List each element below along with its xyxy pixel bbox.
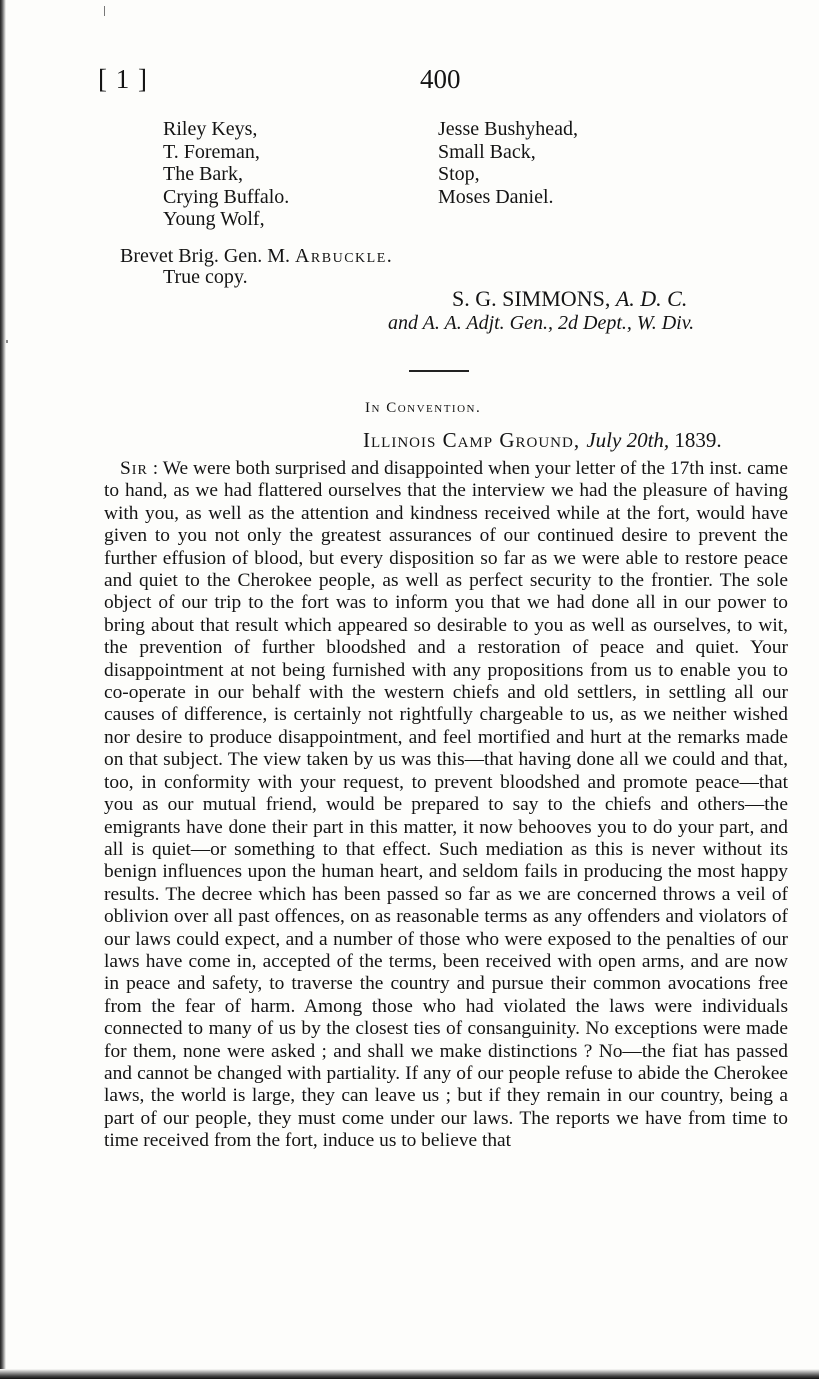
addressee-prefix: Brevet Brig. Gen. M. — [120, 245, 295, 267]
letter-salutation: Sir — [120, 458, 148, 479]
signatories-left-column — [163, 118, 289, 231]
signatories-right-column — [438, 118, 578, 208]
addressee — [120, 244, 393, 268]
letter-body — [104, 458, 788, 1153]
signature-name — [452, 286, 687, 312]
page-number: 400 — [420, 64, 461, 94]
signatory-name: T. Foreman, — [163, 140, 260, 163]
true-copy-note: True copy. — [163, 266, 248, 288]
section-heading: In Convention. — [365, 400, 482, 416]
signatory-name: Young Wolf, — [163, 208, 265, 230]
addressee-surname: Arbuckle. — [294, 245, 394, 267]
document-number: [ 1 ] — [98, 64, 148, 94]
signatory-name: Crying Buffalo. — [163, 185, 290, 208]
signatory-name: Stop, — [438, 163, 480, 185]
letter-text: : We were both surprised and disappointed when your letter of the 17th inst. came to hand, as we had flattered ourselves that the interview we had the pleasure of having with you, as well as the attention and kindness received while at the fort, would have given to you not only the greatest assurances of our continued desire to prevent the further effusion of blood, but every disposition so far as we were able to restore peace and quiet to the Cherokee people, as well as perfect security to the frontier. The sole object of our trip to the fort was to inform you that we had done all in our power to bring about that result which appeared so desirable to you as well as ourselves, to wit, the prevention of further bloodshed and a restoration of peace and quiet. Your disappointment at not being furnished with any propositions from us to enable you to co-operate in our behalf with the western chiefs and old settlers, in settling all our causes of difference, is certainly not rightfully chargeable to us, as we neither wished nor desire to produce disappointment, and feel mortified and hurt at the remarks made on that subject. The view taken by us was this—that having done all we could and that, too, in conformity with your request, to prevent bloodshed and promote peace—that you as our mutual friend, would be prepared to say to the chiefs and others—the emigrants have done their part in this matter, it now behooves you to do your part, and all is quiet—or something to that effect. Such mediation as this is never without its benign influences upon the human heart, and seldom fails in producing the most happy results. The decree which has been passed so far as we are concerned throws a veil of oblivion over all past offences, on as reasonable terms as any offenders and violators of our laws could expect, and a number of those who were exposed to the penalties of our laws have come in, accepted of the terms, been received with open arms, and are now in peace and safety, to traverse the country and pursue their common avocations free from the fear of harm. Among those who had violated the laws were individuals connected to many of us by the closest ties of consanguinity. No exceptions were made for them, none were asked ; and shall we make distinctions ? No—the fiat has passed and cannot be changed with partiality. If any of our people refuse to abide the Cherokee laws, the world is large, they can leave us ; but if they remain in our country, being a part of our people, they must come under our laws. The reports we have from time to time received from the fort, induce us to believe that — [104, 458, 788, 1152]
signatory-name: Small Back, — [438, 140, 536, 163]
dateline-year: 1839. — [674, 428, 722, 452]
page-edge-bottom — [0, 1369, 819, 1379]
signatory-name: Jesse Bushyhead, — [438, 118, 578, 140]
section-divider — [409, 370, 469, 372]
scan-mark — [104, 6, 105, 16]
dateline — [363, 428, 722, 453]
signatory-name: Moses Daniel. — [438, 185, 554, 208]
page-edge-left — [0, 0, 6, 1379]
signature-rank: A. D. C. — [615, 286, 688, 311]
signatory-name: Riley Keys, — [163, 118, 258, 140]
signature-title: and A. A. Adjt. Gen., 2d Dept., W. Div. — [388, 312, 695, 334]
signature-name-text: S. G. SIMMONS, — [452, 286, 616, 311]
dateline-date: July 20th, — [586, 428, 675, 452]
scan-mark — [6, 340, 8, 343]
dateline-place: Illinois Camp Ground, — [363, 428, 587, 452]
signatory-name: The Bark, — [163, 163, 243, 185]
